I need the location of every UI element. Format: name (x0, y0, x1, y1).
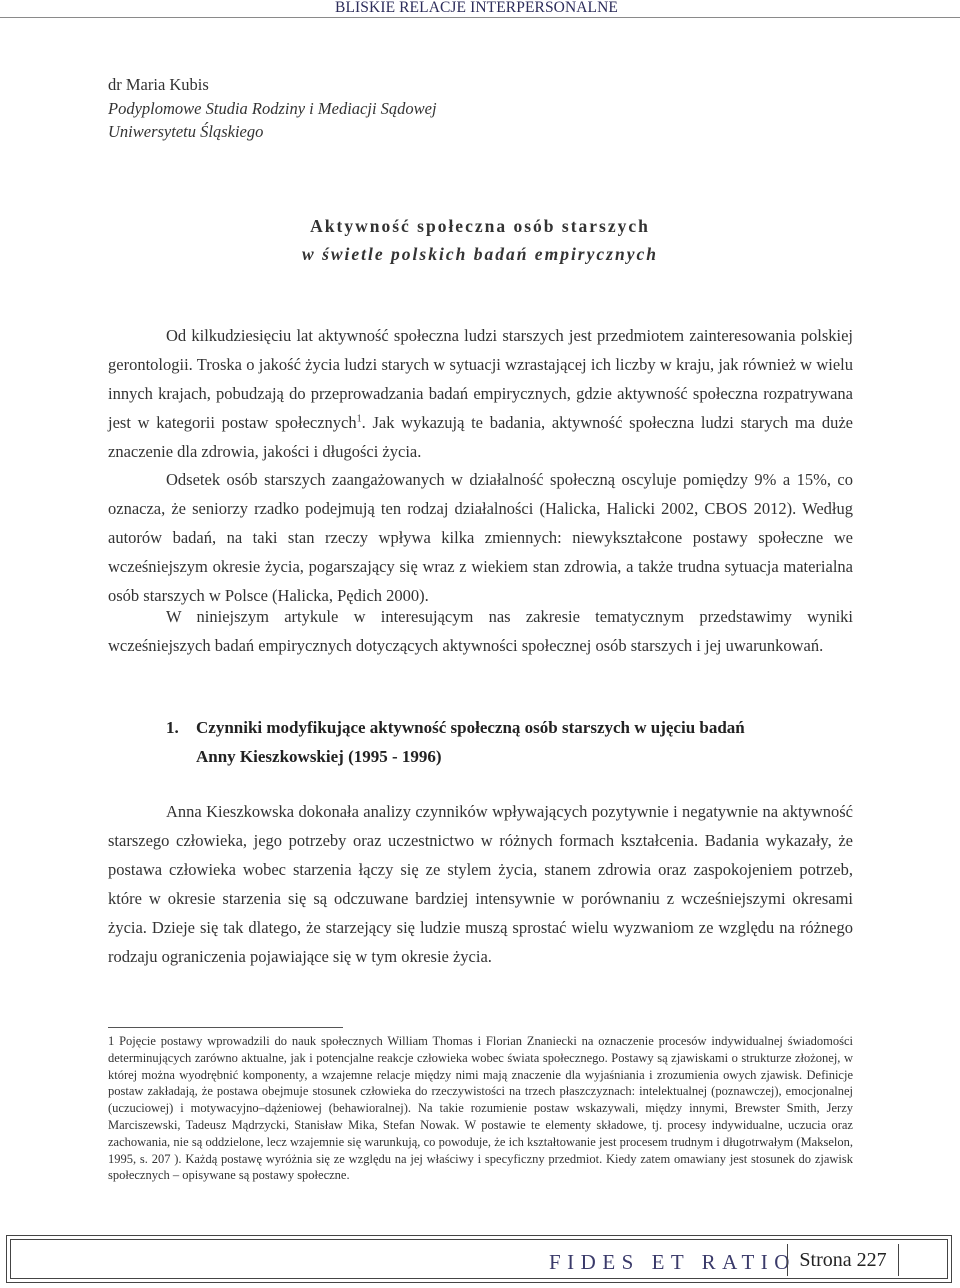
running-header (0, 0, 960, 18)
footnote-separator (108, 1027, 343, 1028)
page-number: Strona 227 (787, 1244, 899, 1276)
section-heading-line2: Anny Kieszkowskiej (1995 - 1996) (196, 746, 442, 766)
paragraph-intro-part1: Od kilkudziesięciu lat aktywność społeczna ludzi starszych jest przedmiotem zainteresowania polskiej gerontologii. Troska o jakość życia ludzi starych w sytuacji wzrastającej ich liczby w kraju, jak również w wielu innych krajach, pobudzają do przeprowadzania badań empirycznych, gdzie aktywność społeczna rozpatrywana jest w kategorii postaw społecznych (108, 326, 853, 432)
section-heading (166, 714, 745, 771)
footer-inner-frame (10, 1239, 948, 1279)
journal-section-title: BLISKIE RELACJE INTERPERSONALNE (335, 0, 618, 16)
header-rule (0, 17, 960, 18)
paragraph-scope: W niniejszym artykule w interesującym nas zakresie tematycznym przedstawimy wyniki wcześniejszych badań empirycznych dotyczących aktywności społecznej osób starszych i jej uwarunkowań. (108, 607, 853, 655)
section-heading-line1: Czynniki modyfikujące aktywność społeczną osób starszych w ujęciu badań (196, 718, 745, 737)
footnote-ref[interactable]: 1 (356, 413, 362, 425)
paragraph-intro (108, 321, 853, 466)
section-number: 1. (166, 718, 179, 737)
article-title (0, 212, 960, 268)
author-affiliation-line2: Uniwersytetu Śląskiego (108, 122, 264, 141)
author-affiliation-line1: Podyplomowe Studia Rodziny i Mediacji Sądowej (108, 98, 437, 118)
journal-brand: FIDES ET RATIO (549, 1250, 796, 1274)
paragraph-kieszkowska: Anna Kieszkowska dokonała analizy czynników wpływających pozytywnie i negatywnie na aktywność starszego człowieka, jego potrzeby oraz uczestnictwo w różnych formach kształcenia. Badania wykazały, że postawa człowieka wobec starzenia łączy się ze stylem życia, stanem zdrowia oraz zaspokojeniem potrzeb, które w okresie starzenia się są odczuwane bardziej intensywnie w porównaniu z wcześniejszymi okresami życia. Dzieje się tak dlatego, że starzejący się ludzie muszą sprostać wielu wyzwaniom ze względu na różnego rodzaju ograniczenia pojawiające się w tym okresie życia. (108, 802, 853, 966)
article-title-line2: w świetle polskich badań empirycznych (302, 244, 658, 264)
author-block (108, 73, 437, 144)
page-footer (6, 1235, 952, 1283)
author-name: dr Maria Kubis (108, 75, 209, 94)
footnote (108, 1033, 853, 1184)
footnote-number: 1 (108, 1034, 115, 1048)
footnote-text: Pojęcie postawy wprowadzili do nauk społecznych William Thomas i Florian Znaniecki na oznaczenie procesów indywidualnej świadomości determinujących zarówno aktualne, jak i potencjalne reakcje człowieka wobec świata społecznego. Postawy są zjawiskami o strukturze złożonej, w której można wyodrębnić komponenty, a wzajemne relacje między nimi mają znaczenie dla wyjaśniania i zrozumienia owych zjawisk. Definicje postaw zakładają, że postawa obejmuje stosunek człowieka do rzeczywistości na trzech płaszczyznach: intelektualnej (poznawczej), emocjonalnej (uczuciowej) i motywacyjno–dążeniowej (behawioralnej). Na takie rozumienie postaw wskazywali, między innymi, Brewster Smith, Jerzy Marciszewski, Tadeusz Mądrzycki, Stanisław Mika, Stefan Nowak. W postawie te elementy składowe, tj. procesy indywidualne, uczucia oraz zachowania, nie są oddzielone, lecz wzajemnie się warunkują, co powoduje, że ich kształtowanie jest procesem trudnym i długotrwałym (Makselon, 1995, s. 207 ). Każdą postawę wyróżnia się ze względu na jej właściwy i specyficzny przedmiot. Kiedy zatem omawiany jest stosunek do zjawisk społecznych – opisywane są postawy społeczne. (108, 1034, 853, 1183)
paragraph-intro-part2: . Jak wykazują te badania, aktywność społeczna ludzi starych ma duże znaczenie dla zdrowia, jakości i długości życia. (108, 413, 853, 461)
article-title-line1: Aktywność społeczna osób starszych (310, 216, 650, 236)
paragraph-statistics: Odsetek osób starszych zaangażowanych w działalność społeczną oscyluje pomiędzy 9% a 15%, co oznacza, że seniorzy rzadko podejmują ten rodzaj działalności (Halicka, Halicki 2002, CBOS 2012). Według autorów badań, na taki stan rzeczy wpływa kilka zmiennych: niewykształcone postawy społeczne we wcześniejszym okresie życia, pogarszający się wraz z wiekiem stan zdrowia, a także trudna sytuacja materialna osób starszych w Polsce (Halicka, Pędich 2000). (108, 470, 853, 605)
